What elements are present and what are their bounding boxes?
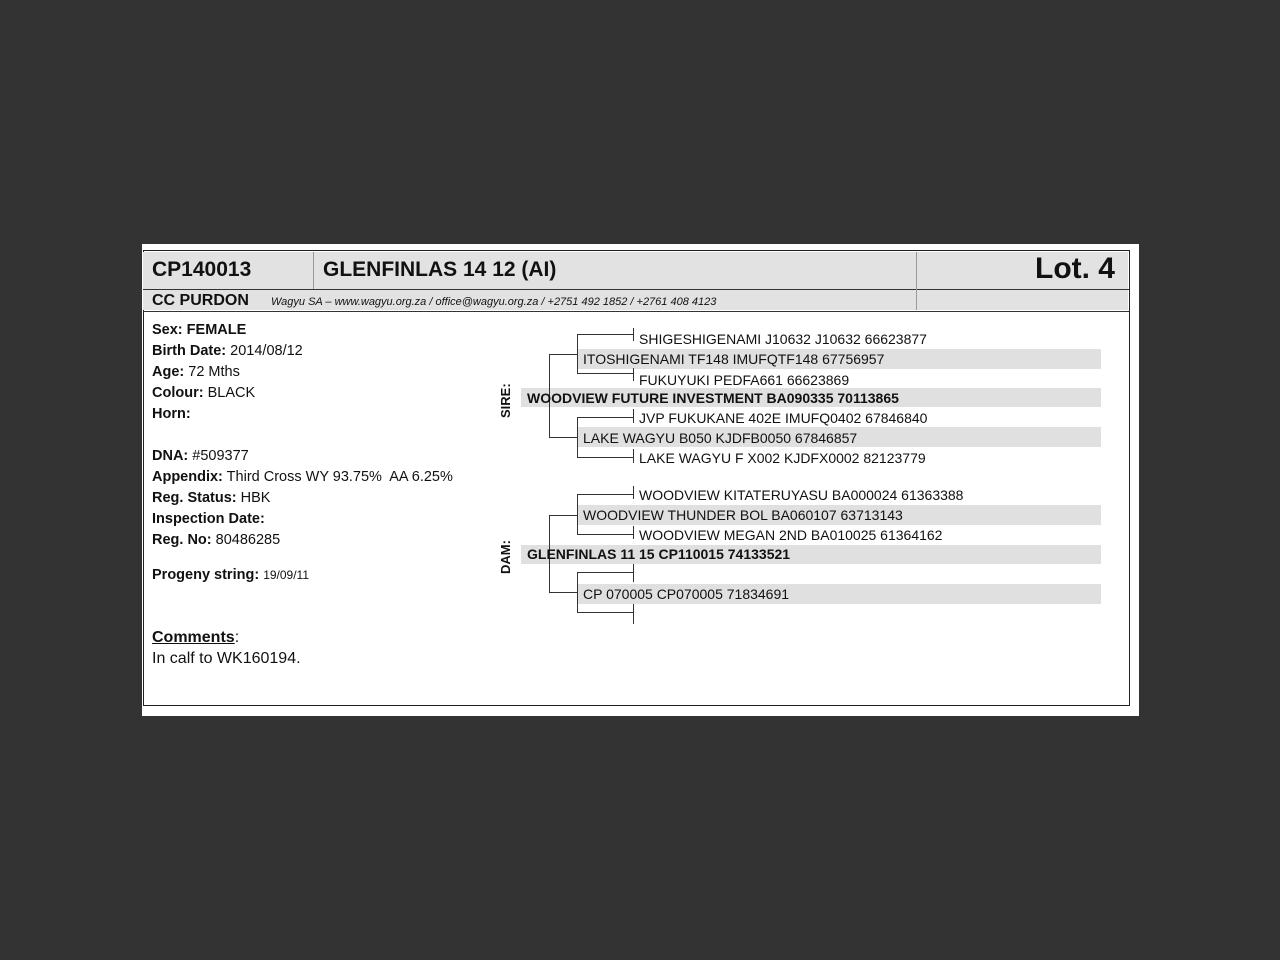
header-divider — [143, 289, 1129, 290]
sire-sire-dam-tick — [633, 368, 634, 381]
dam-sire-bracket — [577, 494, 578, 535]
animal-code: CP140013 — [152, 258, 252, 281]
colour-label: Colour: — [152, 385, 204, 401]
sex-value: FEMALE — [186, 322, 247, 338]
dam-dam-bracket — [577, 572, 578, 613]
birth-date-row — [152, 343, 303, 359]
dam-name: GLENFINLAS 11 15 CP110015 74133521 — [527, 546, 791, 562]
breeder-name: CC PURDON — [152, 292, 249, 309]
appendix-label: Appendix: — [152, 469, 223, 485]
dna-label: DNA: — [152, 448, 189, 464]
sire-dam-dam-tick — [633, 449, 634, 463]
sire-dam-bracket — [577, 417, 633, 418]
sire-dam-sire-tick — [633, 409, 634, 423]
dam-dam-sire-tick — [633, 564, 634, 582]
header-band — [143, 252, 1128, 289]
reg-no-label: Reg. No: — [152, 532, 212, 548]
dam-sire-dam-name: WOODVIEW MEGAN 2ND BA010025 61364162 — [639, 527, 943, 543]
sire-bracket — [549, 437, 577, 438]
lot-number: Lot. 4 — [1035, 252, 1115, 285]
sire-sire-dam-name: FUKUYUKI PEDFA661 66623869 — [639, 372, 850, 388]
sire-sire-sire-tick — [633, 328, 634, 341]
lot-card — [142, 244, 1139, 716]
progeny-label: Progeny string: — [152, 567, 260, 583]
dam-dam-name: CP 070005 CP070005 71834691 — [583, 586, 790, 602]
sire-dam-name: LAKE WAGYU B050 KJDFB0050 67846857 — [583, 430, 858, 446]
reg-status-value: HBK — [240, 490, 271, 506]
dam-label: DAM: — [498, 540, 513, 574]
dam-dam-bracket — [577, 572, 633, 573]
sire-sire-sire-name: SHIGESHIGENAMI J10632 J10632 66623877 — [639, 331, 927, 347]
sire-dam-bracket — [577, 417, 578, 458]
sire-dam-bracket — [577, 457, 633, 458]
reg-no-value: 80486285 — [215, 532, 281, 548]
dam-sire-bracket — [577, 494, 633, 495]
sex-label: Sex: — [152, 322, 183, 338]
sire-sire-bracket — [577, 334, 578, 374]
appendix-value: Third Cross WY 93.75% AA 6.25% — [226, 469, 453, 485]
progeny-row — [152, 567, 309, 583]
colour-row — [152, 385, 255, 401]
sex-row — [152, 322, 246, 338]
inspection-date-row — [152, 511, 265, 527]
sire-sire-bracket — [577, 334, 633, 335]
comments-colon: : — [234, 629, 240, 646]
sire-dam-dam-name: LAKE WAGYU F X002 KJDFX0002 82123779 — [639, 450, 926, 466]
comments-text: In calf to WK160194. — [152, 650, 301, 667]
dam-sire-name: WOODVIEW THUNDER BOL BA060107 63713143 — [583, 507, 903, 523]
dna-value: #509377 — [192, 448, 249, 464]
sire-sire-name: ITOSHIGENAMI TF148 IMUFQTF148 67756957 — [583, 351, 885, 367]
colour-value: BLACK — [207, 385, 256, 401]
sire-name: WOODVIEW FUTURE INVESTMENT BA090335 70113865 — [527, 390, 899, 406]
comments-heading — [152, 629, 239, 647]
animal-name: GLENFINLAS 14 12 (AI) — [323, 258, 557, 281]
progeny-value: 19/09/11 — [263, 568, 310, 582]
appendix-row — [152, 469, 453, 485]
dam-dam-bracket — [577, 612, 633, 613]
dna-row — [152, 448, 249, 464]
age-label: Age: — [152, 364, 185, 380]
header-separator — [313, 252, 314, 289]
birth-date-value: 2014/08/12 — [230, 343, 303, 359]
dam-sire-bracket — [577, 534, 633, 535]
age-value: 72 Mths — [188, 364, 240, 380]
reg-status-row — [152, 490, 270, 506]
breeder-divider — [143, 311, 1129, 312]
horn-row — [152, 406, 191, 422]
contact-line: Wagyu SA – www.wagyu.org.za / office@wagyu.org.za / +2751 492 1852 / +2761 408 4123 — [271, 296, 717, 308]
sire-sire-bracket — [577, 373, 633, 374]
horn-label: Horn: — [152, 406, 191, 422]
age-row — [152, 364, 240, 380]
sire-label: SIRE: — [498, 383, 513, 418]
inspection-date-label: Inspection Date: — [152, 511, 265, 527]
dam-bracket — [549, 515, 577, 516]
dam-dam-dam-tick — [633, 604, 634, 624]
header-separator — [916, 252, 917, 310]
dam-sire-sire-tick — [633, 486, 634, 499]
reg-status-label: Reg. Status: — [152, 490, 237, 506]
dam-bracket — [549, 592, 577, 593]
birth-date-label: Birth Date: — [152, 343, 227, 359]
dam-sire-sire-name: WOODVIEW KITATERUYASU BA000024 61363388 — [639, 487, 964, 503]
comments-title: Comments — [152, 629, 235, 646]
sire-bracket — [549, 354, 577, 355]
sire-dam-sire-name: JVP FUKUKANE 402E IMUFQ0402 67846840 — [639, 410, 928, 426]
reg-no-row — [152, 532, 280, 548]
dam-sire-dam-tick — [633, 526, 634, 539]
